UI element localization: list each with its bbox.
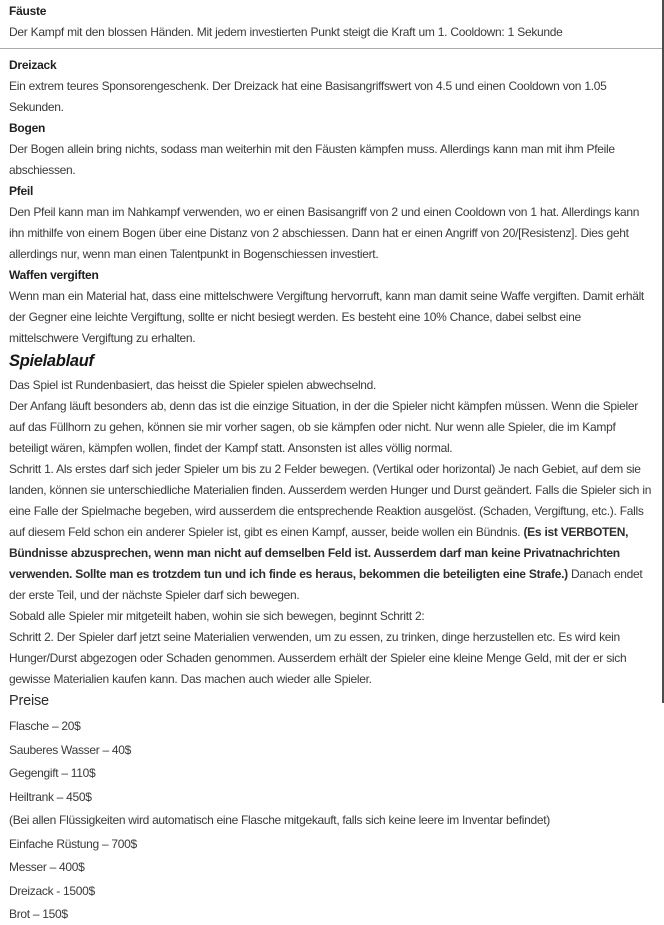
- paragraph-pfeil: Den Pfeil kann man im Nahkampf verwenden, wo er einen Basisangriff von 2 und einen Cooldown von 1 hat. Allerdings kann ihn mithilfe von einem Bogen über eine Distanz von 2 abschiessen. Dann hat er einen Angriff von 20/[Resistenz]. Dies geht allerdings nur, wenn man einen Talentpunkt in Bogenschiessen investiert.: [9, 205, 640, 261]
- price-item-messer: Messer – 400$: [9, 860, 85, 874]
- price-note: (Bei allen Flüssigkeiten wird automatisch eine Flasche mitgekauft, falls sich keine leere im Inventar befindet): [9, 813, 550, 827]
- forbidden-rule-bold-text: (Es ist VERBOTEN, Bündnisse abzusprechen, wenn man nicht auf demselben Feld ist. Ausserdem darf man keine Privatnachrichten verwenden. Sollte man es trotzdem tun und ich finde es heraus, bekommen die beteiligten eine Strafe.): [9, 525, 629, 581]
- paragraph-spielablauf-4: Sobald alle Spieler mir mitgeteilt haben, wohin sie sich bewegen, beginnt Schritt 2:: [9, 609, 425, 623]
- price-item-einfache-ruestung: Einfache Rüstung – 700$: [9, 836, 137, 851]
- section-heading-spielablauf: Spielablauf: [9, 352, 94, 370]
- paragraph-spielablauf-5: Schritt 2. Der Spieler darf jetzt seine Materialien verwenden, um zu essen, zu trinken, dinge herzustellen etc. Es wird kein Hunger/Durst abgezogen oder Schaden genommen. Ausserdem erhält der Spieler eine kleine Menge Geld, mit der er sich gewisse Materialien kaufen kann. Das machen auch wieder alle Spieler.: [9, 630, 627, 686]
- price-item-gegengift: Gegengift – 110$: [9, 766, 96, 780]
- paragraph-fauste: Der Kampf mit den blossen Händen. Mit jedem investierten Punkt steigt die Kraft um 1. Cooldown: 1 Sekunde: [9, 25, 563, 39]
- section-heading-dreizack: Dreizack: [9, 58, 57, 72]
- price-item-heiltrank: Heiltrank – 450$: [9, 789, 92, 804]
- section-divider: [0, 48, 664, 49]
- paragraph-waffen-vergiften: Wenn man ein Material hat, dass eine mittelschwere Vergiftung hervorruft, kann man damit seine Waffe vergiften. Damit erhält der Gegner eine leichte Vergiftung, sollte er nicht besiegt werden. Es besteht eine 10% Chance, dabei selbst eine mittelschwere Vergiftung zu erhalten.: [9, 289, 644, 345]
- price-item-brot: Brot – 150$: [9, 907, 68, 921]
- paragraph-spielablauf-2: Der Anfang läuft besonders ab, denn das ist die einzige Situation, in der die Spieler nicht kämpfen müssen. Wenn die Spieler auf das Füllhorn zu gehen, können sie mir vorher sagen, ob sie kämpfen oder nicht. Nur wenn alle Spieler, die im Kampf beteiligt wären, kämpfen wollen, findet der Kampf statt. Ansonsten ist alles völlig normal.: [9, 399, 638, 455]
- paragraph-dreizack: Ein extrem teures Sponsorengeschenk. Der Dreizack hat eine Basisangriffswert von 4.5 und einen Cooldown von 1.05 Sekunden.: [9, 79, 607, 114]
- schritt1-text: Schritt 1. Als erstes darf sich jeder Spieler um bis zu 2 Felder bewegen. (Vertikal oder horizontal) Je nach Gebiet, auf dem sie landen, können sie unterschiedliche Materialien finden. Ausserdem werden Hunger und Durst geändert. Falls die Spieler sich in eine Falle der Spielmache begeben, wird ausserdem die entsprechende Reaktion ausgelöst. (Schaden, Vergiftung, etc.). Falls auf diesem Feld schon ein anderer Spieler ist, gibt es einen Kampf, ausser, beide wollen ein Bündnis.: [9, 462, 652, 539]
- section-heading-fauste: Fäuste: [9, 4, 47, 18]
- price-item-sauberes-wasser: Sauberes Wasser – 40$: [9, 742, 131, 757]
- paragraph-spielablauf-1: Das Spiel ist Rundenbasiert, das heisst die Spieler spielen abwechselnd.: [9, 378, 377, 392]
- paragraph-bogen: Der Bogen allein bring nichts, sodass man weiterhin mit den Fäusten kämpfen muss. Allerdings kann man mit ihm Pfeile abschiessen.: [9, 142, 615, 177]
- section-heading-waffen-vergiften: Waffen vergiften: [9, 268, 99, 282]
- section-heading-preise: Preise: [9, 693, 49, 709]
- price-item-flasche: Flasche – 20$: [9, 719, 81, 733]
- section-heading-bogen: Bogen: [9, 121, 46, 135]
- schritt1-text-end: Danach endet der erste Teil, und der nächste Spieler darf sich bewegen.: [9, 567, 643, 602]
- section-heading-pfeil: Pfeil: [9, 184, 34, 198]
- price-item-dreizack: Dreizack - 1500$: [9, 883, 95, 898]
- paragraph-spielablauf-3: [9, 459, 652, 606]
